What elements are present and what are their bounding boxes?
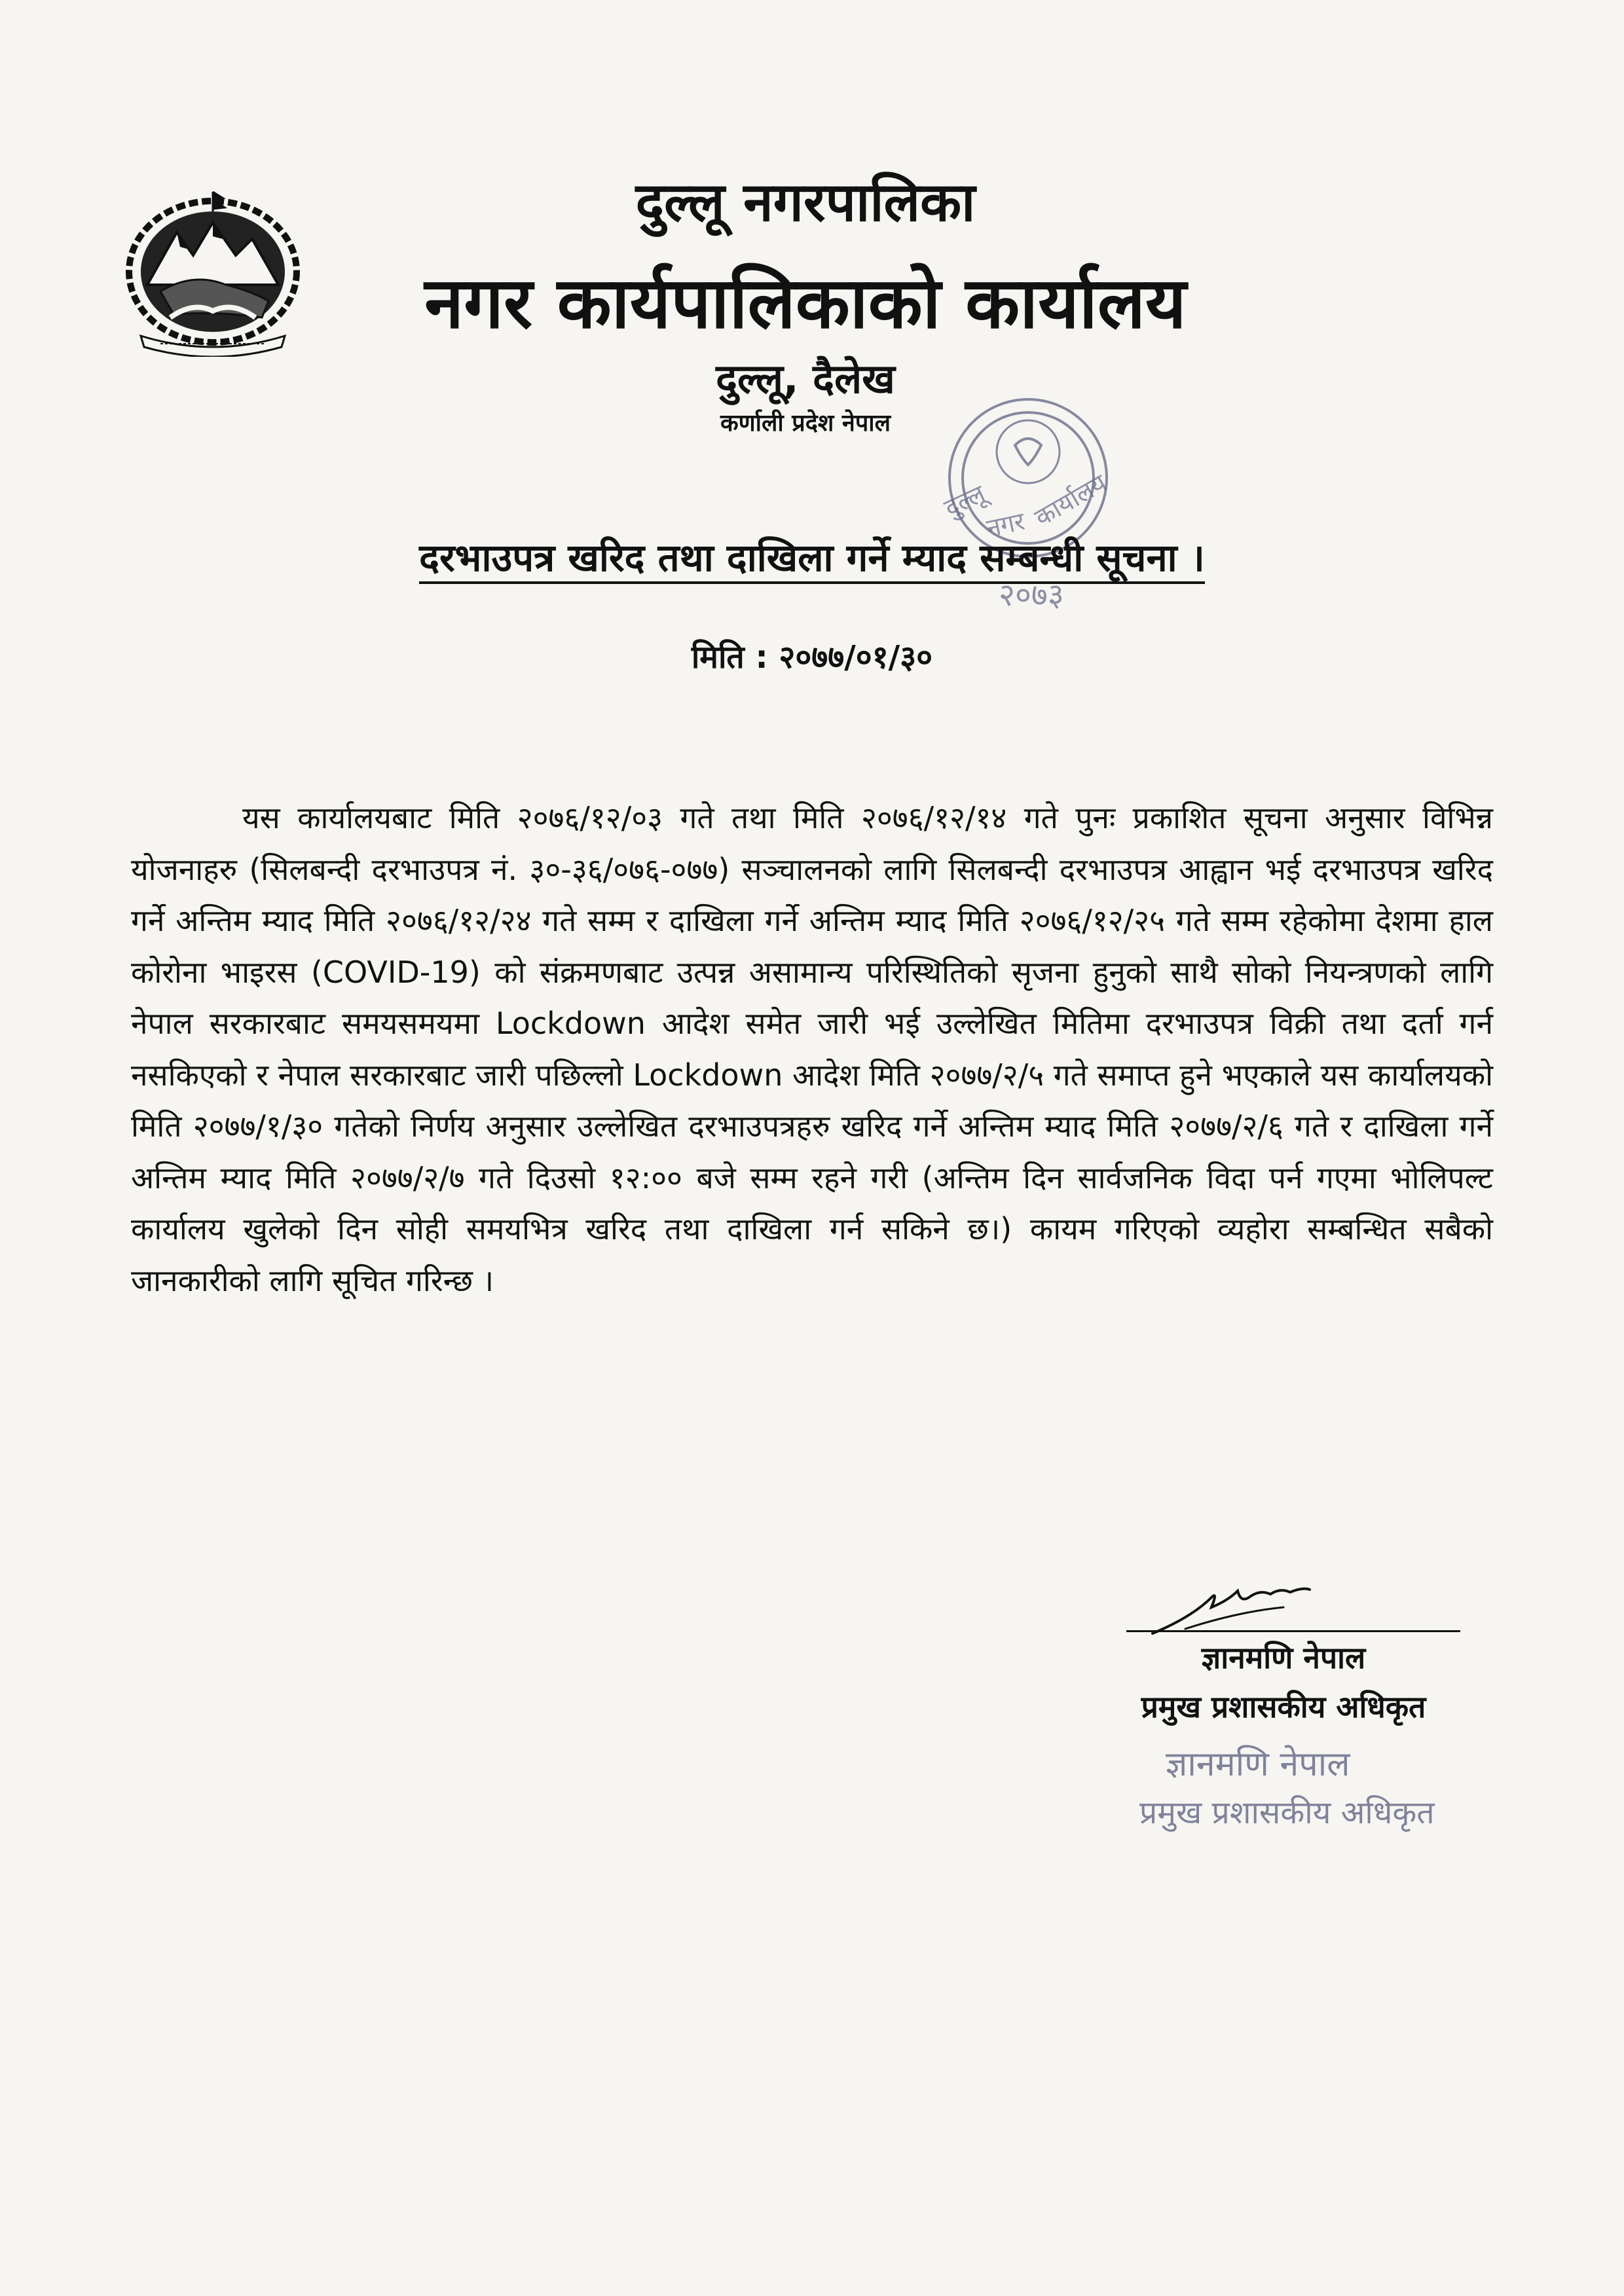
svg-text:नगर: नगर — [984, 506, 1027, 543]
notice-date: मिति : २०७७/०१/३० — [691, 639, 933, 676]
nepal-government-emblem-icon — [115, 187, 311, 357]
province-name: कर्णाली प्रदेश नेपाल — [720, 410, 891, 437]
signatory-name: ज्ञानमणि नेपाल — [1201, 1640, 1366, 1675]
name-seal-stamp-icon — [1113, 1735, 1454, 1840]
svg-text:ज्ञानमणि नेपाल: ज्ञानमणि नेपाल — [1166, 1745, 1350, 1784]
office-round-stamp-icon — [891, 380, 1166, 629]
signatory-title: प्रमुख प्रशासकीय अधिकृत — [1141, 1689, 1426, 1724]
municipality-name: दुल्लू नगरपालिका — [635, 172, 976, 234]
office-name: नगर कार्यपालिकाको कार्यालय — [424, 263, 1187, 344]
svg-text:कार्यालय: कार्यालय — [1029, 468, 1112, 532]
notice-body: यस कार्यालयबाट मिति २०७६/१२/०३ गते तथा मिति २०७६/१२/१४ गते पुनः प्रकाशित सूचना अनुसार विभिन्न योजनाहरु (सिलबन्दी दरभाउपत्र नं. ३०-३६/०७६-०७७) सञ्चालनको लागि सिलबन्दी दरभाउपत्र आह्वान भई दरभाउपत्र खरिद गर्ने अन्तिम म्याद मिति २०७६/१२/२४ गते सम्म र दाखिला गर्ने अन्तिम म्याद मिति २०७६/१२/२५ गते सम्म रहेकोमा देशमा हाल कोरोना भाइरस (COVID-19) को संक्रमणबाट उत्पन्न असामान्य परिस्थितिको सृजना हुनुको साथै सोको नियन्त्रणको लागि नेपाल सरकारबाट समयसमयमा Lockdown आदेश समेत जारी भई उल्लेखित मितिमा दरभाउपत्र विक्री तथा दर्ता गर्न नसकिएको र नेपाल सरकारबाट जारी पछिल्लो Lockdown आदेश मिति २०७७/२/५ गते समाप्त हुने भएकाले यस कार्यालयको मिति २०७७/१/३० गतेको निर्णय अनुसार उल्लेखित दरभाउपत्रहरु खरिद गर्ने अन्तिम म्याद मिति २०७७/२/६ गते र दाखिला गर्ने अन्तिम म्याद मिति २०७७/२/७ गते दिउसो १२:०० बजे सम्म रहने गरी (अन्तिम दिन सार्वजनिक विदा पर्न गएमा भोलिपल्ट कार्यालय खुलेको दिन सोही समयभित्र खरिद तथा दाखिला गर्न सकिने छ।) कायम गरिएको व्यहोरा सम्बन्धित सबैको जानकारीको लागि सूचित गरिन्छ । — [131, 800, 1493, 1298]
signature-line — [1126, 1630, 1460, 1632]
svg-text:दुल्लू: दुल्लू — [940, 479, 989, 523]
notice-subject-text: दरभाउपत्र खरिद तथा दाखिला गर्ने म्याद सम्बन्धी सूचना । — [419, 536, 1205, 584]
svg-text:प्रमुख प्रशासकीय अधिकृत: प्रमुख प्रशासकीय अधिकृत — [1139, 1795, 1435, 1831]
office-location: दुल्लू, दैलेख — [716, 355, 895, 403]
svg-text:२०७३: २०७३ — [999, 577, 1064, 613]
notice-subject — [131, 530, 1493, 582]
